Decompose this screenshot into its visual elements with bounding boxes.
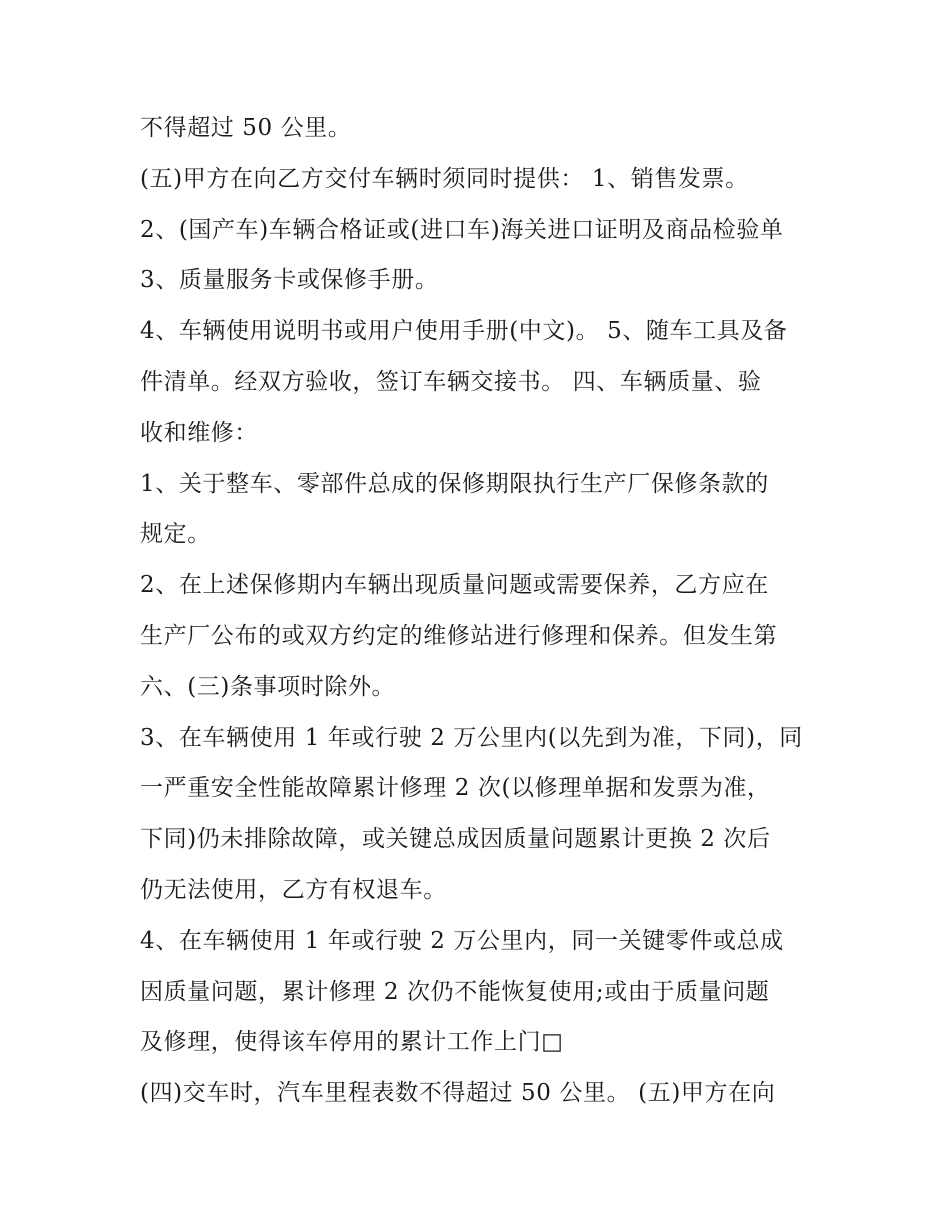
text-line: 件清单。经双方验收，签订车辆交接书。 四、车辆质量、验 [140,368,762,395]
text-line: 2、在上述保修期内车辆出现质量问题或需要保养，乙方应在 [140,572,769,599]
document-body [140,103,820,1119]
text-line: 不得超过 50 公里。 [140,115,352,141]
text-line: 生产厂公布的或双方约定的维修站进行修理和保养。但发生第 [140,622,778,649]
text-line: (四)交车时，汽车里程表数不得超过 50 公里。 (五)甲方在向 [140,1080,776,1107]
text-line: 下同)仍未排除故障，或关键总成因质量问题累计更换 2 次后 [140,826,771,853]
text-line: 因质量问题，累计修理 2 次仍不能恢复使用;或由于质量问题 [140,978,770,1005]
text-line: 仍无法使用，乙方有权退车。 [140,876,447,903]
text-line: 六、(三)条事项时除外。 [140,673,396,700]
text-line: 4、在车辆使用 1 年或行驶 2 万公里内，同一关键零件或总成 [140,927,784,954]
text-line: 2、(国产车)车辆合格证或(进口车)海关进口证明及商品检验单 [140,216,784,243]
text-line: 一严重安全性能故障累计修理 2 次(以修理单据和发票为准， [140,775,771,802]
text-line: 4、车辆使用说明书或用户使用手册(中文)。 5、随车工具及备 [140,318,788,345]
text-line: (五)甲方在向乙方交付车辆时须同时提供： 1、销售发票。 [140,165,749,192]
text-line: 规定。 [140,521,211,548]
text-line: 1、关于整车、零部件总成的保修期限执行生产厂保修条款的 [140,470,769,497]
text-line: 3、在车辆使用 1 年或行驶 2 万公里内(以先到为准，下同)，同 [140,724,803,751]
text-line: 3、质量服务卡或保修手册。 [140,267,439,294]
text-line: 及修理，使得该车停用的累计工作上门□ [140,1029,564,1056]
text-line: 收和维修： [140,419,258,446]
